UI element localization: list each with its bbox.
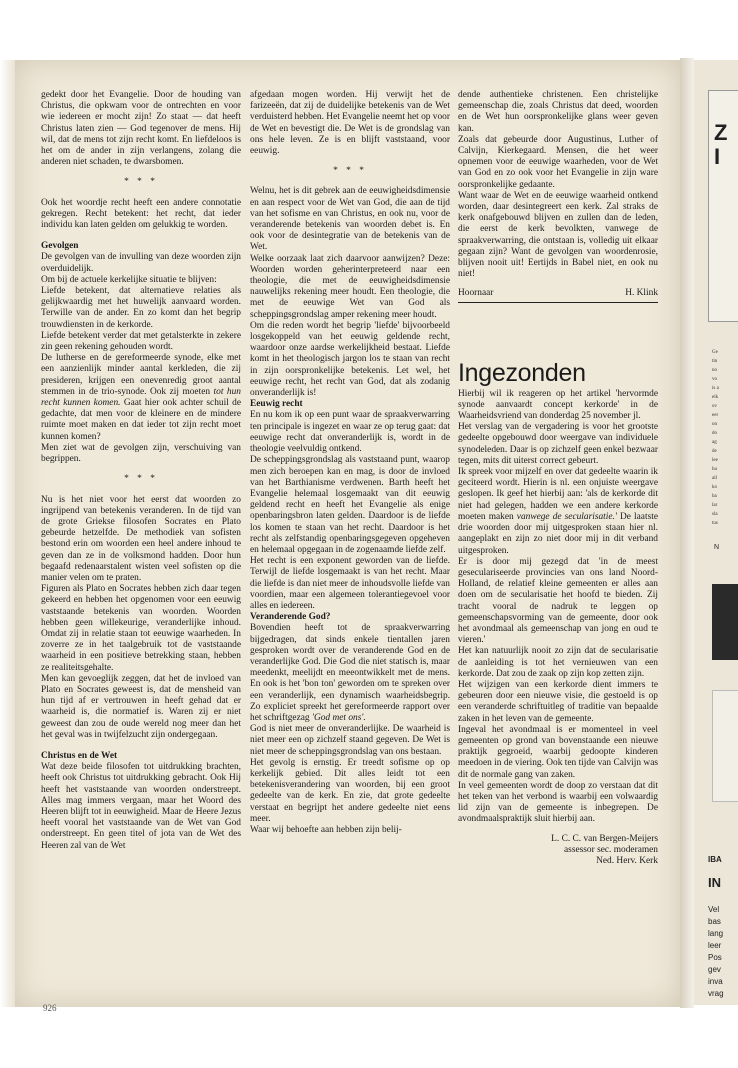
next-page-text-line: no <box>712 368 717 373</box>
section-divider: * * * <box>124 474 158 485</box>
paragraph: dende authentieke christenen. Een christelijke gemeenschap die, zoals Christus dat deed, woorden en de Wet hun oorspronkelijke glans weer geven kan. <box>458 90 658 134</box>
paragraph: De scheppingsgrondslag als vaststaand punt, waarop men zich beroepen kan en mag, is door de invloed van het Barthianisme verdwenen. Barth heeft het Evangelie helemaal losgemaakt van dit eeuwig geldend recht en heeft het Evangelie als enige openbaringsbron laten gelden. Daardoor is de liefde los komen te staan van het recht. Daardoor is het recht als zelfstandig openbaringsgegeven opgeheven en helemaal opgegaan in de zogenaamde liefde zelf. <box>250 455 450 555</box>
next-page-text-line: lar <box>712 503 718 508</box>
magazine-page <box>15 60 680 1013</box>
paragraph: afgedaan mogen worden. Hij verwijt het de farizeeën, dat zij de duidelijke betekenis van de Wet verduisterd hebben. Het Evangelie neemt het op voor de Wet en bevestigt die. De Wet is de grondslag van ons hele leven. Ze is en blijft vaststaand, voor eeuwig. <box>250 90 450 157</box>
subheading-veranderende-god: Veranderende God? <box>250 612 331 623</box>
paragraph: Het wijzigen van een kerkorde dient immers te gebeuren door een nieuwe visie, die gestoeld is op een veranderde schriftuitleg of traditie van bepaalde zaken in het leven van de gemeente. <box>458 679 658 724</box>
subheading-christus-en-de-wet: Christus en de Wet <box>41 750 118 761</box>
next-page-text-line: Ge <box>712 350 718 355</box>
paragraph: Hierbij wil ik reageren op het artikel 'hervormde synode aanvaardt concept kerkorde' in de Waarheidsvriend van donderdag 25 november jl. <box>458 388 658 422</box>
paragraph: Het verslag van de vergadering is voor het grootste gedeelte opgebouwd door weergave van individuele synodeleden. Daar is op zichzelf geen enkel bezwaar tegen, mits dit uiterst correct gebeurt. <box>458 422 658 466</box>
next-page-ad-box <box>712 690 738 802</box>
byline-place: Hoornaar <box>458 288 494 299</box>
next-page-text-line: ko <box>712 485 717 490</box>
paragraph: God is niet meer de onveranderlijke. De waarheid is niet meer een op zichzelf staand gegeven. De Wet is niet meer de scheppingsgrondslag van ons bestaan. <box>250 724 450 757</box>
letter-signature <box>458 834 658 868</box>
next-page-text-line: inva <box>708 977 723 986</box>
next-page-text-line: all <box>712 476 717 481</box>
section-title-ingezonden: Ingezonden <box>458 358 586 387</box>
paragraph: Het recht is een exponent geworden van de liefde. Terwijl de liefde losgemaakt is van het recht. Maar die liefde is dan niet meer de inhoudsvolle liefde van voordien, maar een algemeen tolerantiegevoel voor alles en iedereen. <box>250 556 450 611</box>
signature-name: L. C. C. van Bergen-Meijers <box>551 833 658 844</box>
paragraph: Nu is het niet voor het eerst dat woorden zo ingrijpend van betekenis veranderen. In de tijd van de grote Griekse filosofen Socrates en Plato gebeurde hetzelfde. De methodiek van sofisten bestond erin om woorden een heel andere inhoud te geven dan ze in de volksmond hadden. Door hun begaafd redenaarstalent wisten veel sofisten op die manier velen om te praten. <box>41 494 241 583</box>
next-page-heading-1: Z <box>714 120 728 145</box>
paragraph: Ik spreek voor mijzelf en over dat gedeelte waarin ik geciteerd wordt. Hierin is nl. een onjuiste weergave geslopen. Ik geef het hierbij aan: 'als de kerkorde dit niet had gelegen, hadden we een andere kerkorde moeten maken vanwege de secularisatie.' De laatste drie woorden door mij uitgesproken staan hier nl. aangeplakt en zijn zo niet door mij in dit verband uitgesproken. <box>458 467 658 556</box>
column-2 <box>250 90 450 836</box>
next-page-text-line: on <box>712 422 717 427</box>
next-page-text-line: vrag <box>708 989 724 998</box>
paragraph: Er is door mij gezegd dat 'in de meest geseculariseerde provincies van ons land Noord-Holland, de relatief kleine gemeenten er alles aan doen om de secularisatie het hoofd te bieden. Zij tracht vooral de nadruk te leggen op gemeenschapsvorming van de gemeente, door ook het avondmaal als gemeenschap van jong en oud te vieren.' <box>458 556 658 646</box>
byline-author: H. Klink <box>625 288 658 299</box>
paragraph: Welke oorzaak laat zich daarvoor aanwijzen? Deze: Woorden worden geherinterpreteerd naar een theologie, die met de eeuwigheidsdimensie nauwelijks rekening meer houdt. Een theologie, die met de eeuwige Wet van God als scheppingsgrondslag amper rekening meer houdt. <box>250 253 450 320</box>
paragraph: Ingeval het avondmaal is er momenteel in veel gemeenten op grond van bovenstaande een nieuwe praktijk gegroeid, waarbij gedoopte kinderen meedoen in de viering. Ook ten tijde van Calvijn was dit de normale gang van zaken. <box>458 724 658 780</box>
next-page-text-line: hu <box>712 467 717 472</box>
next-page-text-line: Pos <box>708 953 722 962</box>
paragraph: Bovendien heeft tot de spraakverwarring bijgedragen, dat sinds enkele tientallen jaren gesproken wordt over de veranderende God en de veranderlijke God. Die God die niet statisch is, maar meedenkt, meelijdt en meeontwikkelt met de mens. En ook is het 'bon ton' geworden om te spreken over een veranderlijk, een dynamisch waarheidsbegrip. Zo expliciet spreekt het gereformeerde rapport over het schriftgezag 'God met ons'. <box>250 623 450 723</box>
next-page-text-line: elk <box>712 395 719 400</box>
paragraph: Welnu, het is dit gebrek aan de eeuwigheidsdimensie en aan respect voor de Wet van God, die aan de tijd van het sofisme en van Christus, en ook nu, voor de veranderende betekenis van woorden debet is. En ook voor de desintegratie van de betekenis van de Wet. <box>250 186 450 253</box>
left-page-edge <box>0 60 15 1007</box>
signature-organisation: Ned. Herv. Kerk <box>596 855 658 866</box>
binding-gutter <box>680 58 694 1008</box>
page-number: 926 <box>43 1003 57 1013</box>
next-page-text-line: eer <box>712 413 719 418</box>
next-page-heading-2: I <box>714 144 721 169</box>
paragraph: Men kan gevoeglijk zeggen, dat het de invloed van Plato en Socrates geweest is, dat de mensheid van hun tijd af er vertrouwen in heeft gehad dat er waarheid is, die normatief is. Waren zij er niet geweest dan zou de oude wereld nog meer dan het het geval was in twijfelzucht zijn ondergegaan. <box>41 673 241 740</box>
next-page-fragment <box>694 60 738 1005</box>
subheading-gevolgen: Gevolgen <box>41 241 79 252</box>
paragraph: Om bij de actuele kerkelijke situatie te blijven: <box>41 274 217 285</box>
signature-role: assessor sec. moderamen <box>564 844 658 855</box>
paragraph: Men ziet wat de gevolgen zijn, verschuiving van begrippen. <box>41 442 241 465</box>
paragraph: Waar wij behoefte aan hebben zijn belij- <box>250 825 402 835</box>
next-page-label-1: IBA <box>708 855 722 864</box>
next-page-text-line: gev <box>708 965 721 974</box>
subheading-eeuwig-recht: Eeuwig recht <box>250 399 303 410</box>
paragraph: Het gevolg is ernstig. Er treedt sofisme op op kerkelijk gebied. Dit alles leidt tot een betekenisverandering van woorden, bij een groot gedeelte van de kerk. En zie, dat grote gedeelte verstaat en begrijpt het andere gedeelte niet eens meer. <box>250 757 450 824</box>
next-page-text-line: is a <box>712 386 719 391</box>
column-3 <box>458 90 658 867</box>
next-page-text-line: do <box>712 431 717 436</box>
paragraph: Om die reden wordt het begrip 'liefde' bijvoorbeeld losgekoppeld van het eeuwig geldende recht, waardoor onze aardse werkelijkheid bestaat. Liefde komt in het theologisch jargon los te staan van recht in zijn oorspronkelijke betekenis. Let wel, het eeuwige recht, het recht van God, dat als zodanig onveranderlijk is! <box>250 320 450 399</box>
next-page-text-line: ba <box>712 494 717 499</box>
next-page-text-line: tin <box>712 359 718 364</box>
paragraph: Want waar de Wet en de eeuwige waarheid ontkend worden, daar desintegreert een kerk. Zal straks de kerk onafgebouwd blijven en zullen dan de leden, die eerst de kerk bevolkten, vanwege de spraakverwarring, die ontstaan is, volledig uit elkaar gegaan zijn? Want de gevolgen van woordenrosie, blijven nooit uit! Eertijds in Babel niet, en ook nu niet! <box>458 190 658 280</box>
next-page-text-line: ov <box>712 404 717 409</box>
paragraph: Liefde betekent, dat alternatieve relaties als gelijkwaardig met het huwelijk aanvaard worden. Terwille van de ander. En zo komt dan het begrip trouwdiensten in de kerkorde. <box>41 286 241 330</box>
section-divider: * * * <box>124 177 158 188</box>
column-1 <box>41 90 241 852</box>
author-byline <box>458 288 658 302</box>
next-page-text-line: vo <box>712 377 717 382</box>
next-page-text-line: ag <box>712 440 717 445</box>
paragraph: Wat deze beide filosofen tot uitdrukking brachten, heeft ook Christus tot uitdrukking gebracht. Ook Hij heeft het vaststaande van woorden onderstreept. Alles mag immers vergaan, maar het Woord des Heeren blijft tot in eeuwigheid. Maar de Heere Jezus heeft vooral het vaststaande van de Wet van God onderstreept. En geen titel of jota van de Wet des Heeren zal van de Wet <box>41 762 241 851</box>
paragraph: In veel gemeenten wordt de doop zo verstaan dat dit het teken van het verbond is waarbij een volwaardig lid zijn van de gemeente is inbegrepen. De avondmaalspraktijk sluit hierbij aan. <box>458 780 658 825</box>
paragraph: De lutherse en de gereformeerde synode, elke met een aanzienlijk minder aantal kerkleden, die zij presideren, krijgen een onevenredig groot aantal stemmen in de trio-synode. Ook zij moeten tot hun recht kunnen komen. Gaat hier ook achter schuil de gedachte, dat men voor de kleinere en de mindere ruimte moet maken en dat ieder tot zijn recht moet kunnen komen? <box>41 353 241 442</box>
paragraph: Het kan natuurlijk nooit zo zijn dat de secularisatie de aanleiding is tot het vernieuwen van een kerkorde. Dat zou de zaak op zijn kop zetten zijn. <box>458 646 658 679</box>
next-page-photo <box>712 584 738 660</box>
next-page-text-line: bas <box>708 917 721 926</box>
paragraph: Ook het woordje recht heeft een andere connotatie gekregen. Recht betekent: het recht, dat ieder individu kan laten gelden om gelukkig te worden. <box>41 197 241 231</box>
paragraph: gedekt door het Evangelie. Door de houding van Christus, die opkwam voor de ontrechten en voor wie iedereen er mocht zijn! Zo staat — dat heeft Christus laten zien — God tegenover de mens. Hij wil, dat de mens tot zijn recht komt. En liefdeloos is het om de ander in zijn verlangens, zolang die anderen niet schaden, te dwarsbomen. <box>41 90 241 168</box>
paragraph: De gevolgen van de invulling van deze woorden zijn overduidelijk. <box>41 252 241 274</box>
next-page-text-line: leer <box>708 941 722 950</box>
next-page-mark: N <box>714 544 720 551</box>
next-page-text-line: lee <box>712 458 718 463</box>
next-page-text-line: lang <box>708 929 724 938</box>
next-page-label-2: IN <box>708 875 721 890</box>
next-page-text-line: Vel <box>708 905 720 914</box>
next-page-text-line: sla <box>712 512 718 517</box>
next-page-text-line: tus <box>712 521 718 526</box>
paragraph: Zoals dat gebeurde door Augustinus, Luther of Calvijn, Kierkegaard. Mensen, die het weer opnemen voor de eeuwige waarheden, voor de Wet van God en zo ook voor het Evangelie in zijn ware oorspronkelijke gedaante. <box>458 134 658 190</box>
paragraph: Liefde betekent verder dat met getalsterkte in zekere zin geen rekening gehouden wordt. <box>41 330 241 353</box>
paragraph: En nu kom ik op een punt waar de spraakverwarring ten principale is ingezet en waar ze op terug gaat: dat eeuwige recht dat onveranderlijk is, wordt in de theologie veelvuldig ontkend. <box>250 410 450 455</box>
section-divider: * * * <box>333 166 367 177</box>
next-page-text-line: de <box>712 449 717 454</box>
paragraph: Figuren als Plato en Socrates hebben zich daar tegen gekeerd en hebben het opgenomen voor een eeuwig vaststaande betekenis van woorden. Woorden hebben geen willekeurige, veranderlijke inhoud. Omdat zij in relatie staan tot eeuwige waarheden. In zoverre ze in het taalgebruik tot de vaststaande waarheid in een positieve betrekking staan, hebben ze realiteitsgehalte. <box>41 584 241 673</box>
